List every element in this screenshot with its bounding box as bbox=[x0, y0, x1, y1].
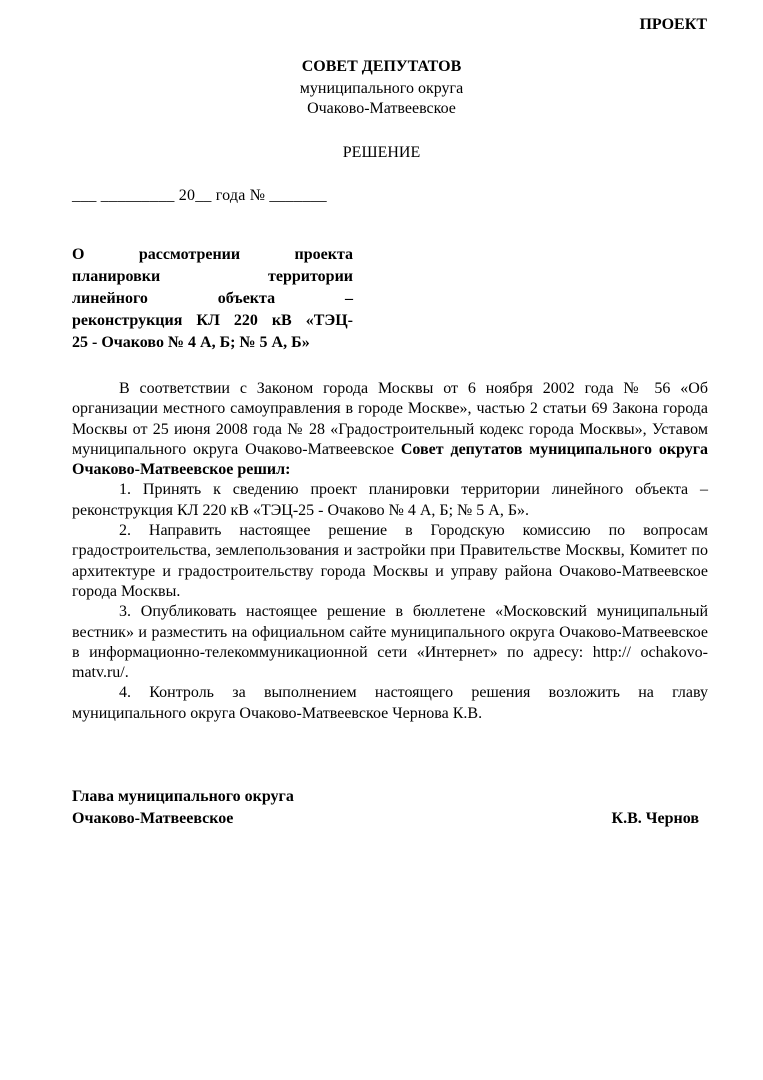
council-title: СОВЕТ ДЕПУТАТОВ bbox=[301, 58, 462, 75]
signature-title-line-1: Глава муниципального округа bbox=[72, 788, 294, 805]
subject-line: планировки территории bbox=[72, 268, 353, 285]
signature-name: К.В. Чернов bbox=[611, 810, 699, 827]
signature-title-line-2: Очаково-Матвеевское bbox=[72, 810, 234, 827]
draft-mark: ПРОЕКТ bbox=[639, 16, 707, 33]
preamble-text: В соответствии с Законом города Москвы от 6 ноября 2002 года № 56 «Об организации местного самоуправления в городе Москве», частью 2 статьи 69 Закона города Москвы от 25 июня 2008 года № 28 «Градостроительный кодекс города Москвы», Уставом муниципального округа Очаково-Матвеевское bbox=[72, 380, 708, 458]
district-line-1: муниципального округа bbox=[299, 80, 464, 97]
district-line-2: Очаково-Матвеевское bbox=[307, 100, 456, 117]
decision-title: РЕШЕНИЕ bbox=[342, 144, 421, 161]
subject-line: О рассмотрении проекта bbox=[72, 246, 353, 263]
decision-item-4: 4. Контроль за выполнением настоящего решения возложить на главу муниципального округа Очаково-Матвеевское Чернова К.В. bbox=[72, 684, 708, 722]
preamble-bold-text: Совет депутатов муниципального округа Очаково-Матвеевское решил: bbox=[72, 440, 709, 479]
signature-title bbox=[72, 786, 294, 830]
decision-body bbox=[72, 379, 708, 724]
decision-item-2: 2. Направить настоящее решение в Городскую комиссию по вопросам градостроительства, землепользования и застройки при Правительстве Москвы, Комитет по архитектуре и градостроительству города Москвы и управу района Очаково-Матвеевское города Москвы. bbox=[72, 522, 708, 600]
subject-line: 25 - Очаково № 4 А, Б; № 5 А, Б» bbox=[72, 334, 310, 351]
decision-item-1: 1. Принять к сведению проект планировки территории линейного объекта – реконструкция КЛ 220 кВ «ТЭЦ-25 - Очаково № 4 А, Б; № 5 А, Б». bbox=[72, 481, 708, 519]
decision-subject bbox=[72, 244, 353, 354]
subject-line: линейного объекта – bbox=[72, 290, 353, 307]
preamble-paragraph bbox=[72, 379, 708, 480]
date-number-line: ___ _________ 20__ года № _______ bbox=[72, 187, 327, 204]
decision-item-3: 3. Опубликовать настоящее решение в бюллетене «Московский муниципальный вестник» и разместить на официальном сайте муниципального округа Очаково-Матвеевское в информационно-телекоммуникационной сети «Интернет» по адресу: http:// ochakovo-matv.ru/. bbox=[72, 603, 708, 682]
subject-line: реконструкция КЛ 220 кВ «ТЭЦ- bbox=[72, 312, 353, 329]
